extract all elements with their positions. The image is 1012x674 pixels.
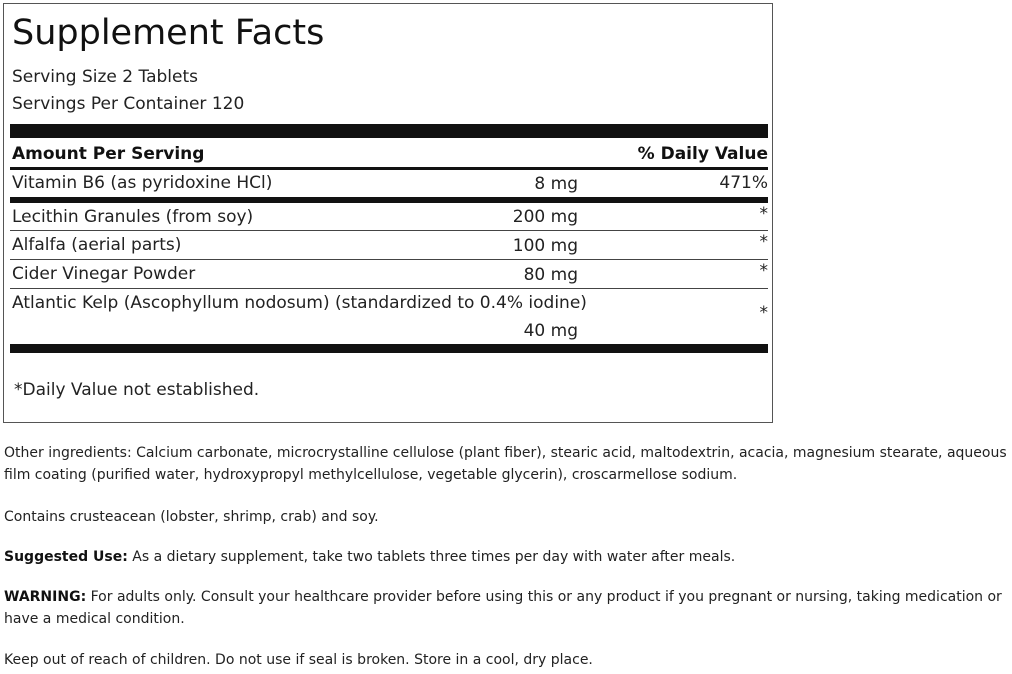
ingredient-amount: 8 mg bbox=[534, 174, 578, 194]
ingredient-daily-value: * bbox=[759, 303, 768, 323]
suggested-use-label: Suggested Use: bbox=[4, 549, 128, 565]
warning-text: For adults only. Consult your healthcare provider before using this or any product if you pregnant or nursing, taking medication or have a medical condition. bbox=[4, 589, 1002, 627]
ingredient-daily-value: * bbox=[759, 232, 768, 252]
ingredient-daily-value: * bbox=[759, 261, 768, 281]
other-ingredients: Other ingredients: Calcium carbonate, microcrystalline cellulose (plant fiber), stearic acid, maltodextrin, acacia, magnesium stearate, aqueous film coating (purified water, hydroxypropyl methylcellulose, vegetable glycerin), croscarmellose sodium. bbox=[4, 445, 1007, 483]
ingredient-name: Atlantic Kelp (Ascophyllum nodosum) (standardized to 0.4% iodine) bbox=[12, 293, 587, 313]
serving-size: Serving Size 2 Tablets bbox=[12, 67, 198, 87]
thick-divider-top bbox=[10, 124, 768, 138]
ingredient-amount: 40 mg bbox=[523, 321, 578, 341]
warning bbox=[4, 586, 1009, 630]
allergen-statement: Contains crusteacean (lobster, shrimp, crab) and soy. bbox=[4, 509, 379, 525]
header-amount-per-serving: Amount Per Serving bbox=[12, 144, 205, 164]
ingredient-name: Vitamin B6 (as pyridoxine HCl) bbox=[12, 173, 273, 193]
facts-title: Supplement Facts bbox=[12, 13, 325, 53]
ingredient-amount: 100 mg bbox=[512, 236, 578, 256]
header-daily-value: % Daily Value bbox=[637, 144, 768, 164]
ingredient-amount: 80 mg bbox=[523, 265, 578, 285]
thick-divider-bottom bbox=[10, 344, 768, 353]
ingredient-name: Lecithin Granules (from soy) bbox=[12, 207, 254, 227]
ingredient-name: Alfalfa (aerial parts) bbox=[12, 235, 182, 255]
warning-label: WARNING: bbox=[4, 589, 87, 605]
suggested-use bbox=[4, 546, 1009, 568]
supplement-facts-panel bbox=[3, 3, 773, 423]
ingredient-daily-value: * bbox=[759, 204, 768, 224]
medium-divider bbox=[10, 167, 768, 170]
ingredient-amount: 200 mg bbox=[512, 207, 578, 227]
ingredient-name: Cider Vinegar Powder bbox=[12, 264, 196, 284]
row-divider bbox=[10, 288, 768, 289]
storage-instructions: Keep out of reach of children. Do not use if seal is broken. Store in a cool, dry place. bbox=[4, 652, 593, 668]
suggested-use-text: As a dietary supplement, take two tablets three times per day with water after meals. bbox=[127, 549, 736, 565]
ingredient-daily-value: 471% bbox=[719, 173, 768, 193]
daily-value-footnote: *Daily Value not established. bbox=[14, 380, 260, 400]
servings-per-container: Servings Per Container 120 bbox=[12, 94, 245, 114]
